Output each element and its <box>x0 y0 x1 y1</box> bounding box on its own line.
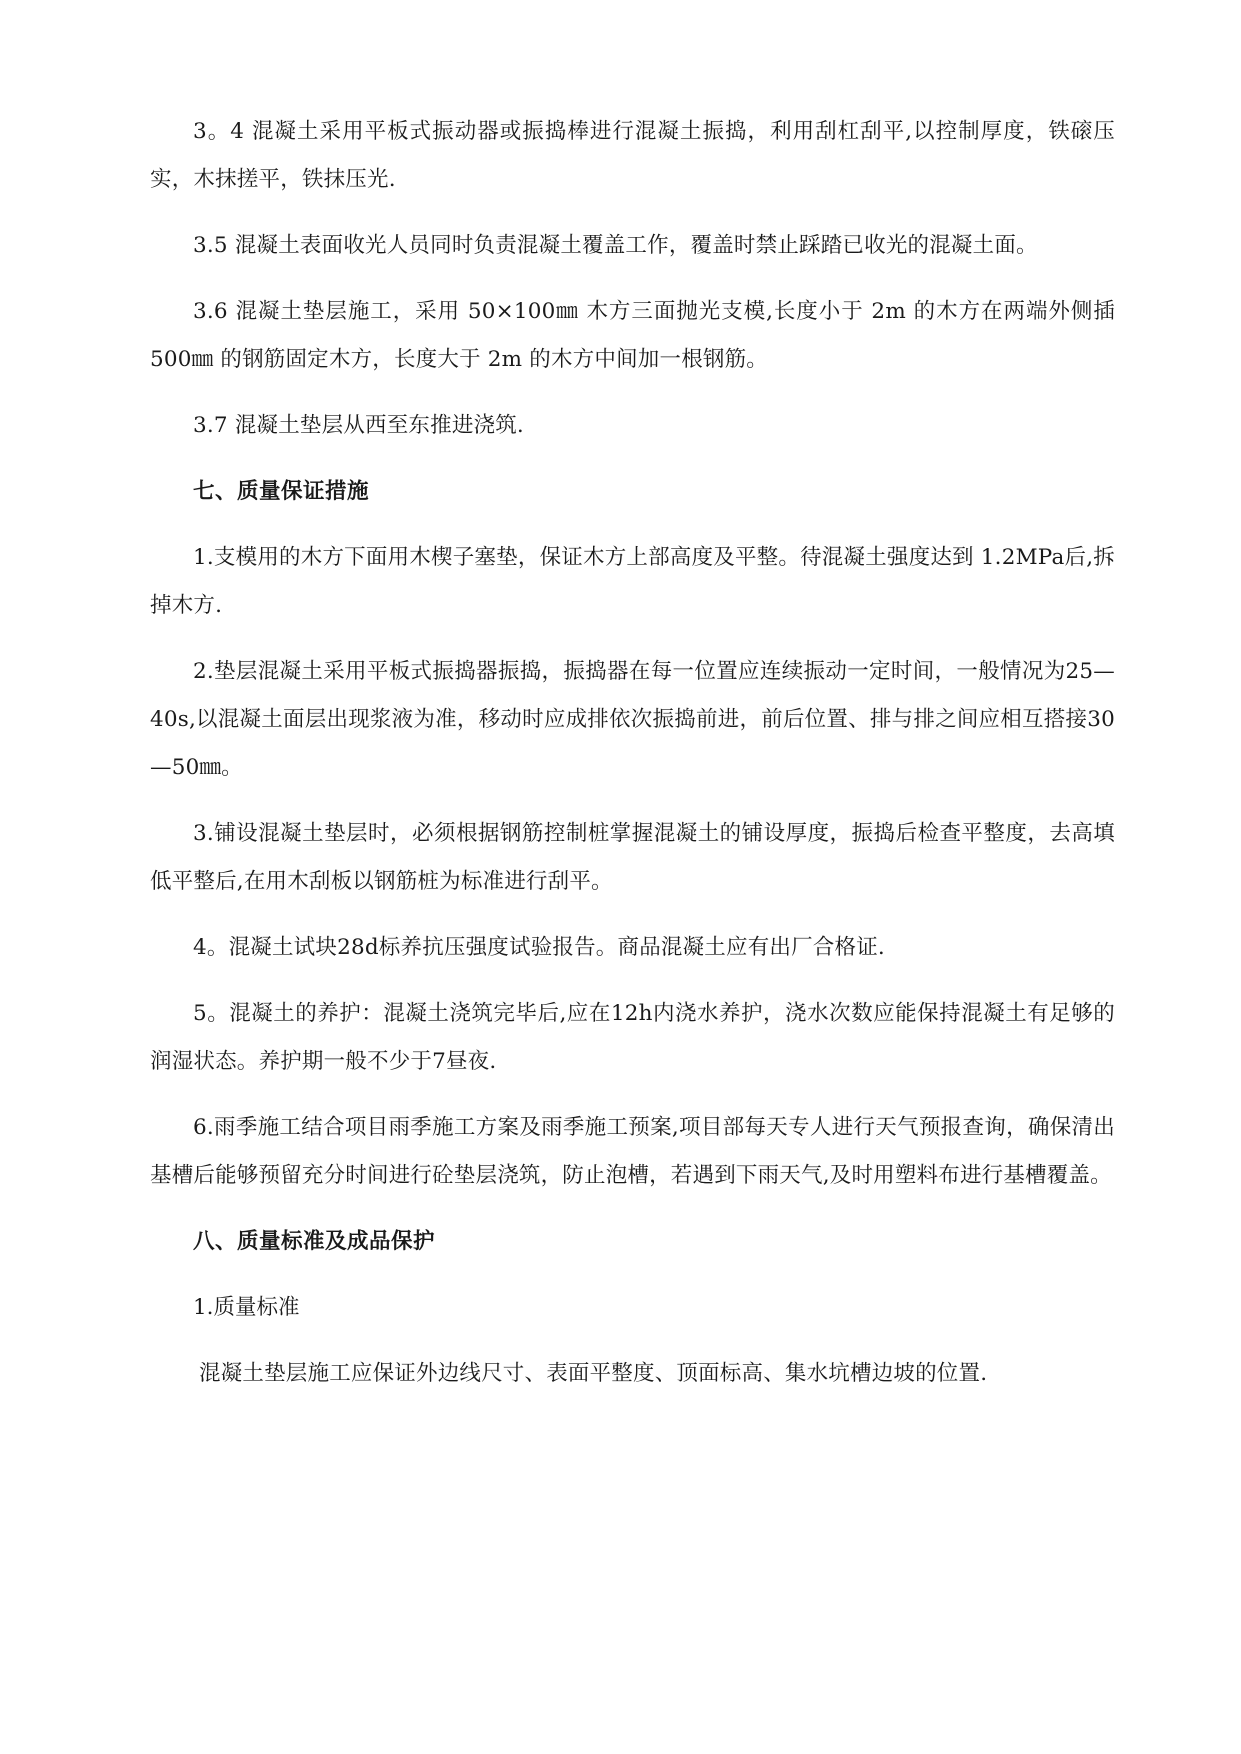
section-7-item-4: 4。混凝土试块28d标养抗压强度试验报告。商品混凝土应有出厂合格证. <box>193 935 885 960</box>
section-8-heading: 八、质量标准及成品保护 <box>193 1229 436 1254</box>
section-8-quality-standard-text: 混凝土垫层施工应保证外边线尺寸、表面平整度、顶面标高、集水坑槽边坡的位置. <box>199 1361 988 1386</box>
section-7-item-3: 3.铺设混凝土垫层时，必须根据钢筋控制桩掌握混凝土的铺设厚度，振捣后检查平整度，去高填低平整后,在用木刮板以钢筋桩为标准进行刮平。 <box>150 821 1115 894</box>
section-7-heading: 七、质量保证措施 <box>193 479 370 504</box>
paragraph-3-5: 3.5 混凝土表面收光人员同时负责混凝土覆盖工作，覆盖时禁止踩踏已收光的混凝土面。 <box>193 233 1038 258</box>
paragraph-3-4: 3。4 混凝土采用平板式振动器或振捣棒进行混凝土振捣，利用刮杠刮平,以控制厚度，铁磙压实，木抹搓平，铁抹压光. <box>150 119 1115 192</box>
section-8-subheading-quality-standard: 1.质量标准 <box>193 1295 300 1320</box>
paragraph-3-7: 3.7 混凝土垫层从西至东推进浇筑. <box>193 413 524 438</box>
document-page <box>150 108 1115 1398</box>
section-7-item-6: 6.雨季施工结合项目雨季施工方案及雨季施工预案,项目部每天专人进行天气预报查询，确保清出基槽后能够预留充分时间进行砼垫层浇筑，防止泡槽，若遇到下雨天气,及时用塑料布进行基槽覆盖。 <box>150 1115 1115 1188</box>
section-7-item-2: 2.垫层混凝土采用平板式振捣器振捣，振捣器在每一位置应连续振动一定时间，一般情况为25—40s,以混凝土面层出现浆液为准，移动时应成排依次振捣前进，前后位置、排与排之间应相互搭接30—50㎜。 <box>150 659 1115 780</box>
section-7-item-5: 5。混凝土的养护：混凝土浇筑完毕后,应在12h内浇水养护，浇水次数应能保持混凝土有足够的润湿状态。养护期一般不少于7昼夜. <box>150 1001 1115 1074</box>
section-7-item-1: 1.支模用的木方下面用木楔子塞垫，保证木方上部高度及平整。待混凝土强度达到 1.2MPa后,拆掉木方. <box>150 545 1115 618</box>
paragraph-3-6: 3.6 混凝土垫层施工，采用 50×100㎜ 木方三面抛光支模,长度小于 2m 的木方在两端外侧插 500㎜ 的钢筋固定木方，长度大于 2m 的木方中间加一根钢筋。 <box>150 299 1115 372</box>
